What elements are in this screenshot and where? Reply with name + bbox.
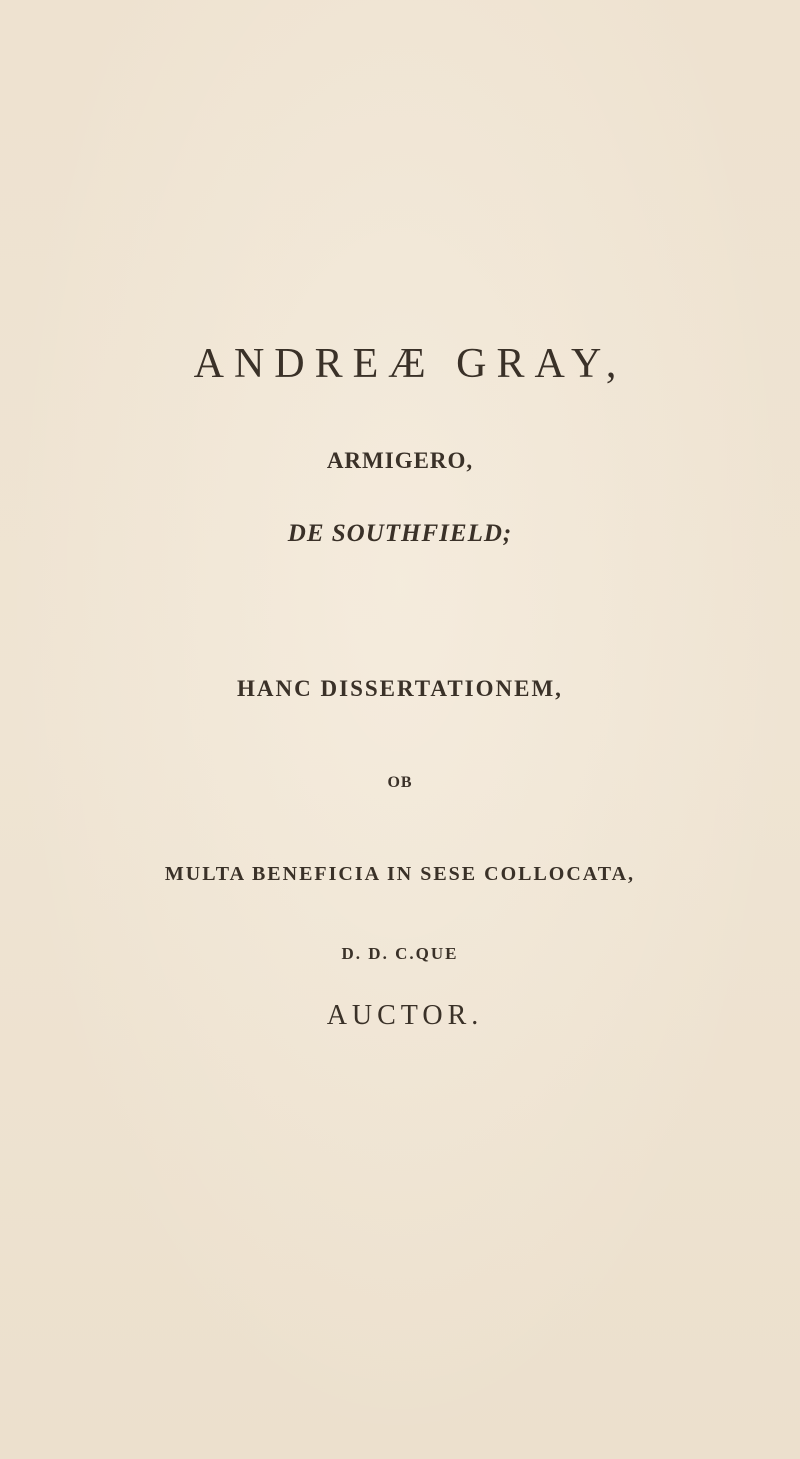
dedication-reason: MULTA BENEFICIA IN SESE COLLOCATA,	[164, 863, 636, 885]
dedicatee-title: ARMIGERO,	[326, 448, 474, 473]
dedicatee-place: DE SOUTHFIELD;	[287, 520, 513, 547]
dedication-object: HANC DISSERTATIONEM,	[237, 676, 563, 701]
author-signature: AUCTOR.	[326, 1000, 484, 1031]
dedication-formula: D. D. C.QUE	[341, 944, 459, 963]
dedicatee-name: ANDREÆ GRAY,	[193, 341, 627, 387]
dedication-conjunction: OB	[387, 774, 413, 791]
